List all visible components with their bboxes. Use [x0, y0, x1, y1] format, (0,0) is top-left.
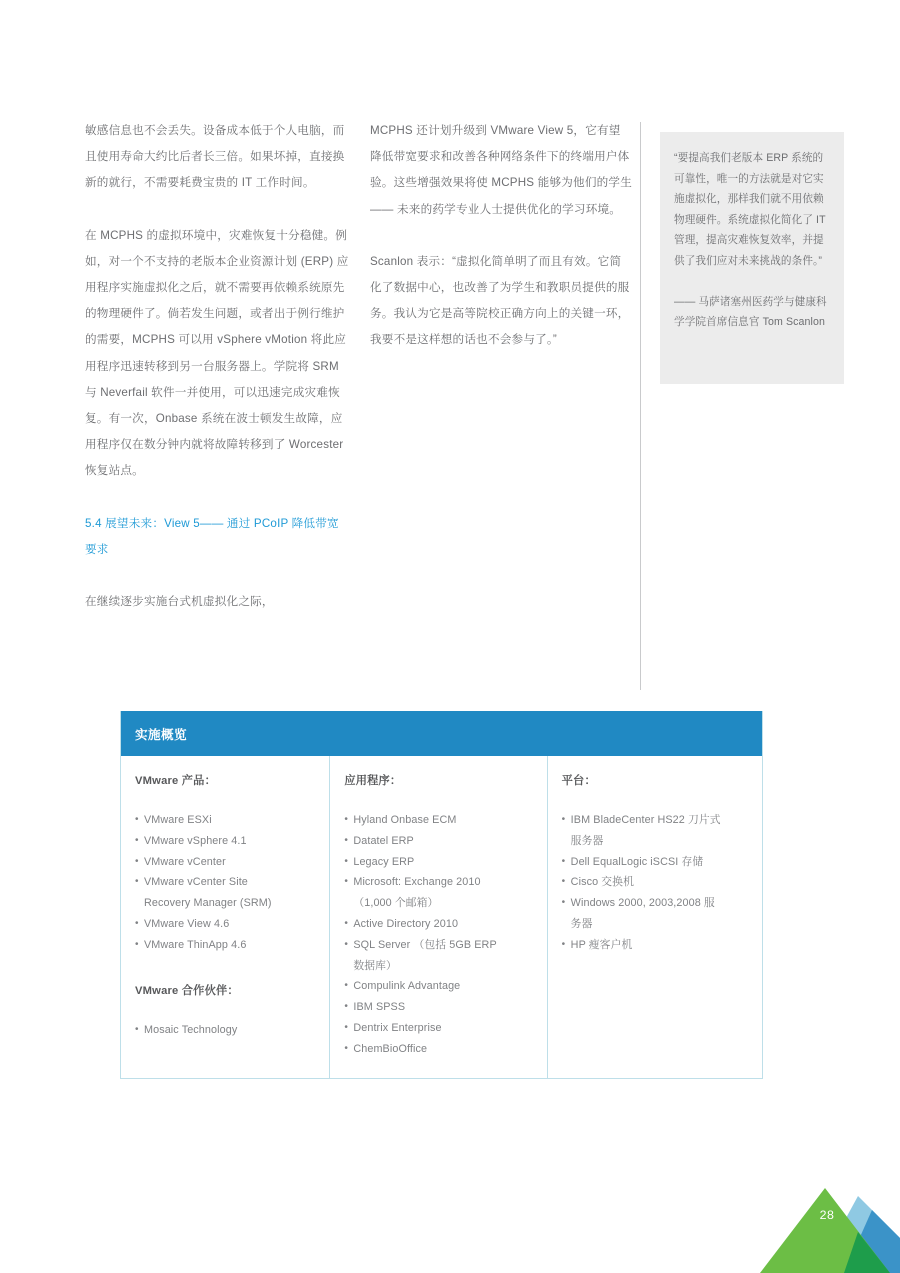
paragraph: 敏感信息也不会丢失。设备成本低于个人电脑，而且使用寿命大约比后者长三倍。如果坏掉，直接换新的就行，不需要耗费宝贵的 IT 工作时间。 — [85, 124, 345, 190]
list-item: • Legacy ERP — [344, 852, 532, 873]
table-column-vmware-products — [121, 756, 330, 1078]
list-item: （1,000 个邮箱） — [353, 897, 439, 910]
table-body — [121, 756, 762, 1078]
list-item: • Hyland Onbase ECM — [344, 810, 532, 831]
list-item: • VMware vCenter — [135, 852, 315, 873]
column-heading: VMware 产品： — [135, 775, 216, 787]
list-item: • VMware vSphere 4.1 — [135, 831, 315, 852]
body-left-column — [85, 118, 350, 641]
paragraph: 在继续逐步实施台式机虚拟化之际， — [85, 595, 274, 609]
list-item: • HP 瘦客户机 — [562, 935, 748, 956]
list-item: • IBM BladeCenter HS22 刀片式 — [562, 810, 748, 831]
table-column-applications — [330, 756, 547, 1078]
list-item: • Compulink Advantage — [344, 976, 532, 997]
list-item: • Dentrix Enterprise — [344, 1018, 532, 1039]
page-number: 28 — [819, 1208, 835, 1222]
list-item: • VMware vCenter Site — [135, 872, 315, 893]
pull-quote-box — [660, 132, 844, 384]
column-sub-heading: VMware 合作伙伴： — [135, 984, 239, 997]
product-list — [135, 810, 315, 956]
list-item: Recovery Manager (SRM) — [144, 897, 272, 910]
application-list — [344, 810, 532, 1060]
list-item: • VMware ESXi — [135, 810, 315, 831]
list-item: 数据库） — [353, 959, 397, 972]
pull-quote-text: “要提高我们老版本 ERP 系统的可靠性，唯一的方法就是对它实施虚拟化，那样我们就不用依赖物理硬件。系统虚拟化简化了 IT 管理，提高灾难恢复效率，并提供了我们应对未来挑战的条件。” — [674, 152, 826, 267]
table-column-platform — [548, 756, 762, 1078]
pull-quote-attribution: —— 马萨诸塞州医药学与健康科学学院首席信息官 Tom Scanlon — [674, 295, 827, 329]
list-item: • Dell EqualLogic iSCSI 存储 — [562, 852, 748, 873]
body-middle-column — [370, 118, 632, 380]
list-item: • ChemBioOffice — [344, 1039, 532, 1060]
paragraph: 在 MCPHS 的虚拟环境中，灾难恢复十分稳健。例如，对一个不支持的老版本企业资源计划 (ERP) 应用程序实施虚拟化之后，就不需要再依赖系统原先的物理硬件了。倘若发生问题，或者出于例行维护的需要，MCPHS 可以用 vSphere vMotion 将此应用程序迅速转移到另一台服务器上。学院将 SRM 与 Neverfail 软件一并使用，可以迅速完成灾难恢复。有一次，Onbase 系统在波士顿发生故障，应用程序仅在数分钟内就将故障转移到了 Worcester 恢复站点。 — [85, 228, 349, 478]
implementation-overview-table — [120, 711, 763, 1079]
table-header — [121, 711, 762, 756]
table-title: 实施概览 — [135, 728, 187, 742]
partner-list — [135, 1020, 315, 1041]
section-heading: 5.4 展望未来：View 5—— 通过 PCoIP 降低带宽要求 — [85, 516, 339, 556]
column-heading: 应用程序： — [344, 775, 402, 787]
list-item: • Mosaic Technology — [135, 1020, 315, 1041]
list-item: • Microsoft: Exchange 2010 — [344, 872, 532, 893]
list-item: • Windows 2000, 2003,2008 服 — [562, 893, 748, 914]
column-heading: 平台： — [561, 775, 596, 787]
paragraph: MCPHS 还计划升级到 VMware View 5，它有望降低带宽要求和改善各种网络条件下的终端用户体验。这些增强效果将使 MCPHS 能够为他们的学生 —— 未来的药学专业人士提供优化的学习环境。 — [370, 124, 632, 216]
list-item: • VMware View 4.6 — [135, 914, 315, 935]
list-item: 务器 — [570, 917, 593, 930]
paragraph: Scanlon 表示：“虚拟化简单明了而且有效。它简化了数据中心，也改善了为学生和教职员提供的服务。我认为它是高等院校正确方向上的关键一环，我要不是这样想的话也不会参与了。” — [370, 254, 630, 347]
column-divider — [640, 122, 641, 690]
list-item: • Cisco 交换机 — [562, 872, 748, 893]
list-item: • VMware ThinApp 4.6 — [135, 935, 315, 956]
platform-list — [562, 810, 748, 956]
list-item: 服务器 — [570, 834, 604, 847]
list-item: • IBM SPSS — [344, 997, 532, 1018]
list-item: • Active Directory 2010 — [344, 914, 532, 935]
list-item: • SQL Server （包括 5GB ERP — [344, 935, 532, 956]
list-item: • Datatel ERP — [344, 831, 532, 852]
